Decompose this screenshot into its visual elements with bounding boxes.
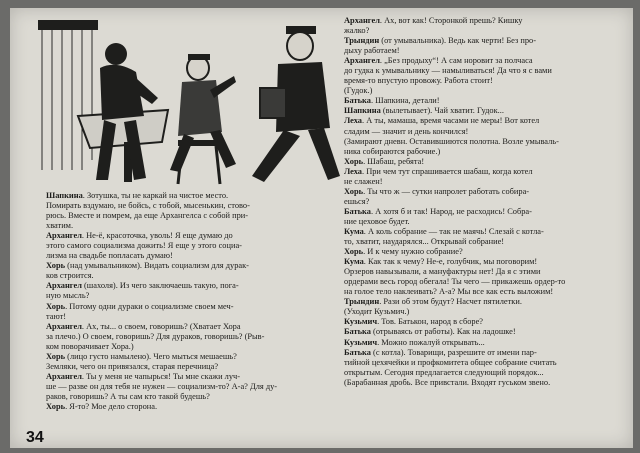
text-line: Трындин (от умывальника). Ведь как черти! Без про- [344,36,537,46]
speaker-name: Леха [344,116,362,126]
text-line: (Замирают дневн. Оставившиются полотна. Возле умываль- [344,136,559,146]
text-line: (Уходит Кузьмич.) [344,307,410,317]
text-line: ешься? [344,196,370,206]
text-line: за плечо.) О своем, говоришь? Для дураков, говоришь? (Рыв- [46,331,265,341]
text-line: этого самого социализма дожить! Я еще у этого социа- [46,241,242,251]
text-line: Батька (отрываясь от работы). Как на ладошке! [344,327,516,337]
text-line: ную мысль? [46,291,90,301]
speaker-name: Трындин [344,297,380,307]
text-line: лизма на свадьбе попласать думаю! [46,251,173,261]
text-line: жалко? [344,26,370,36]
text-line: тийной цехячейки и профкомитета общее собрание считать [344,357,557,367]
right-text-column [344,16,622,388]
text-line: Орзеров навызывали, а мануфактуры нет! Да я с этими [344,267,541,277]
speaker-name: Батька [344,347,371,357]
text-line: Кузьмич. Можно пожалуй открывать... [344,337,485,347]
text-line: Земляки, чего он привязался, старая перечница? [46,361,219,371]
text-line: до гудка к умывальнику — намыливаться! Да что я с вами [344,66,552,76]
text-line: ника собираются рабочие.) [344,146,441,156]
text-line: хватим. [46,221,74,231]
page-number: 34 [26,429,44,446]
text-line: не слажен! [344,176,383,186]
text-line: Архангел. Ты у меня не чапырься! Ты мне скажи луч- [46,371,241,381]
speaker-name: Кузьмич [344,337,378,347]
text-line: Хорь. И к чему нужно собрание? [344,247,463,257]
speaker-name: Хорь [344,247,364,257]
speaker-name: Батька [344,327,371,337]
speaker-name: Архангел [46,281,82,291]
speaker-name: Хорь [46,401,66,411]
text-line: рюсь. Вместе и помрем, да еще Архангелса с собой при- [46,211,249,221]
text-line: Леха. При чем тут спрашивается шабаш, когда котел [344,166,533,176]
text-line: Хорь. Потому одни дураки о социализме своем меч- [46,301,234,311]
text-line: Кума. Как так к чему? Не-е, голубчик, мы поговорим! [344,257,538,267]
text-line: Архангел. Ах, ты... о своем, говоришь? (Хватает Хорa [46,321,241,331]
text-line: (Барабанная дробь. Все привстали. Входят гуськом звено. [344,377,551,387]
text-line: Батька. Шапкина, детали! [344,96,440,106]
text-line: Леха. А ты, мамаша, время часами не меры! Вот котел [344,116,540,126]
speaker-name: Шапкина [46,191,83,200]
text-line: Помирать вздумаю, не бойсь, с тобой, мысенькин, стово- [46,201,250,211]
text-line: открытым. Сегодня предлагается следующий порядок... [344,367,544,377]
speaker-name: Хорь [46,351,66,361]
text-line: то, хватит, нaударялся... Открывай собрание! [344,237,505,247]
text-line: Хорь. Шабаш, ребята! [344,156,425,166]
text-line: ком поворачивает Хорa.) [46,341,134,351]
book-page [10,8,633,448]
text-line: тают! [46,311,67,321]
speaker-name: Кузьмич [344,317,378,327]
text-line: Архангел. „Без продыху“! А сам норовит за полчаса [344,56,533,66]
speaker-name: Батька [344,206,371,216]
speaker-name: Батька [344,96,371,106]
speaker-name: Хорь [46,301,66,311]
speaker-name: Архангел [46,371,82,381]
speaker-name: Трындин [344,36,380,46]
speaker-name: Леха [344,166,362,176]
text-line: ордерами весь город обегала! Ты чего — прикажешь ордер-то [344,277,566,287]
text-line: Хорь (лицо густо намылено). Чего мыться мешаешь? [46,351,237,361]
text-line: Архангел (шахоля). Из чего заключаешь такую, пога- [46,281,239,291]
text-line: Шапкина (вылетывает). Чай хватит. Гудок... [344,106,504,116]
speaker-name: Хорь [46,261,66,271]
speaker-name: Кума [344,226,364,236]
text-line: Архангел. Ах, вот как! Сторонкой прешь? Кишку [344,16,523,25]
speaker-name: Архангел [46,231,82,241]
speaker-name: Хорь [344,186,364,196]
text-line: ние цеховое будет. [344,216,410,226]
text-line: Кума. А коль собрание — так не маячь! Слезай с котла- [344,226,544,236]
text-line: Батька. А хотя б и так! Народ, не расходись! Собра- [344,206,532,216]
speaker-name: Архангел [344,56,380,66]
text-line: Хорь. Ты что ж — сутки напролет работать собира- [344,186,530,196]
text-line: Кузьмич. Тов. Батькон, народ в сборе? [344,317,484,327]
text-line: (Гудок.) [344,86,373,96]
text-line: Трындин. Рази об этом будут? Насчет пятилетки. [344,297,522,307]
text-line: ше — разве он для тебя не нужен — социализм-то? А-а? Для ду- [46,381,278,391]
text-line: Архангел. Не-ё, красоточка, уволь! Я еще думаю до [46,231,233,241]
workers-illustration [38,20,340,188]
left-text-column [46,191,336,412]
text-line: на голое тело наклеивать? А-а? Мы все как есть выложим! [344,287,554,297]
text-line: дыху работаем! [344,46,400,56]
text-line: Хорь. Я-то? Мое дело сторона. [46,401,158,411]
speaker-name: Архангел [344,16,380,25]
speaker-name: Хорь [344,156,364,166]
text-line: Хорь (над умывальником). Видать социализм для дурак- [46,261,249,271]
text-line: раков, говоришь? А ты сам кто такой будешь? [46,391,210,401]
speaker-name: Кума [344,257,364,267]
text-line: сладим — значит и день кончился! [344,126,469,136]
text-line: время-то впустую провожу. Работа стоит! [344,76,493,86]
speaker-name: Архангел [46,321,82,331]
text-line: ков строится. [46,271,94,281]
text-line: Шапкина. Зотушка, ты не каркай на чистое место. [46,191,229,200]
speaker-name: Шапкина [344,106,381,116]
text-line: Батька (с котла). Товарищи, разрешите от имени пар- [344,347,537,357]
